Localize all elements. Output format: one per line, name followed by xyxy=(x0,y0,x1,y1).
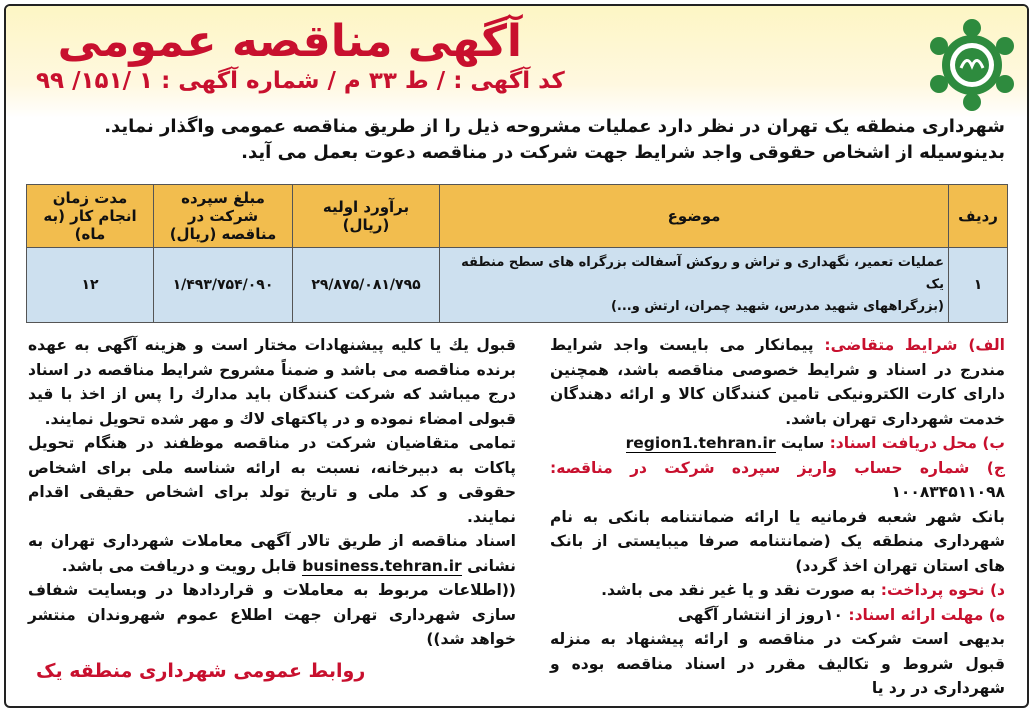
section-c-label: ج) شماره حساب واریز سپرده شرکت در مناقصه: xyxy=(550,458,1005,477)
public-relations-signature: روابط عمومی شهرداری منطقه یک xyxy=(36,660,366,682)
cell-row: ۱ xyxy=(949,248,1008,323)
cell-subject-line-1: عملیات تعمیر، نگهداری و تراش و روکش آسفالت بزرگراه های سطح منطقه یک xyxy=(461,255,944,292)
terms-paragraph-1: قبول یك یا کلیه پیشنهادات مختار است و هزینه آگهی به عهده برنده مناقصه می باشد و ضمناً مشروح شرایط مناقصه در اسناد درج میباشد که شرکت کنندگان باید مدارك را پس از اخذ با قید قبولی امضاء نموده و در پاکتهای لاك و مهر شده تحویل نمایند. xyxy=(28,336,516,428)
section-a-label: الف) شرایط متقاضی: xyxy=(824,336,1005,354)
tender-table xyxy=(26,184,1008,323)
section-d xyxy=(550,578,1005,603)
col-header-deposit: مبلغ سپرده شرکت در مناقصه (ریال) xyxy=(154,185,293,248)
section-e-label: ه) مهلت ارائه اسناد: xyxy=(848,605,1005,624)
terms-paragraph-2: تمامی متقاضیان شرکت در مناقصه موظفند در هنگام تحویل پاکات به دبیرخانه، نسبت به ارائه شناسه ملی برای اشخاص حقوقی و کد ملی و تاریخ تولد برای اشخاص حقیقی اقدام نمایند. xyxy=(28,434,516,526)
intro-line-2: بدینوسیله از اشخاص حقوقی واجد شرایط جهت شرکت در مناقصه دعوت بعمل می آید. xyxy=(241,142,1005,163)
notice-title: آگهی مناقصه عمومی xyxy=(57,16,522,67)
section-e xyxy=(550,603,1005,628)
section-c-text: بانک شهر شعبه فرمانیه یا ارائه ضمانتنامه بانکی به نام شهرداری منطقه یک (ضمانتنامه صرفا میبایستی از بانک های استان تهران اخذ گردد) xyxy=(550,507,1005,575)
section-e-text: ۱۰روز از انتشار آگهی xyxy=(677,605,849,624)
conditions-column xyxy=(550,333,1005,701)
tender-notice xyxy=(4,4,1029,708)
intro-line-1-rest: در نظر دارد عملیات مشروحه ذیل را از طریق مناقصه عمومی واگذار نماید. xyxy=(104,116,767,137)
section-a-text: پیمانکار می بایست واجد شرایط مندرج در اسناد و شرایط خصوصی مناقصه باشد، همچنین دارای کارت الکترونیکی تامین کنندگان کالا و ارائه دهندگان خدمت شهرداری تهران باشد. xyxy=(550,336,1005,428)
terms-paragraph-3a: اسناد مناقصه از طریق تالار آگهی معاملات شهرداری تهران به نشانی xyxy=(28,532,516,575)
cell-subject xyxy=(440,248,949,323)
intro-paragraph xyxy=(25,114,1005,166)
section-d-text: به صورت نقد و یا غیر نقد می باشد. xyxy=(601,581,881,599)
cell-duration: ۱۲ xyxy=(27,248,154,323)
header-band xyxy=(6,6,1027,118)
cell-estimate: ۲۹/۸۷۵/۰۸۱/۷۹۵ xyxy=(293,248,440,323)
cell-deposit: ۱/۴۹۳/۷۵۴/۰۹۰ xyxy=(154,248,293,323)
col-header-subject: موضوع xyxy=(440,185,949,248)
section-a xyxy=(550,333,1005,431)
section-b xyxy=(550,431,1005,456)
col-header-row: ردیف xyxy=(949,185,1008,248)
table-row xyxy=(27,248,1008,323)
tehran-municipality-logo xyxy=(927,16,1017,114)
organization-name: شهرداری منطقه یک تهران xyxy=(766,116,1005,137)
col-header-duration: مدت زمان انجام کار (به ماه) xyxy=(27,185,154,248)
region-site-link[interactable]: region1.tehran.ir xyxy=(625,434,776,452)
business-site-link[interactable]: business.tehran.ir xyxy=(302,556,462,575)
section-b-text: سایت xyxy=(775,434,830,452)
terms-paragraph-3b: قابل رویت و دریافت می باشد. xyxy=(61,556,303,575)
section-e-more: بدیهی است شرکت در مناقصه و ارائه پیشنهاد به منزله قبول شروط و تکالیف مقرر در اسناد مناقصه بوده و شهرداری در رد یا xyxy=(550,630,1005,697)
cell-subject-line-2: (بزرگراههای شهید مدرس، شهید چمران، ارتش و...) xyxy=(610,299,944,314)
account-number: ۱۰۰۸۳۴۵۱۱۰۹۸ xyxy=(891,483,1005,501)
intro-line-1 xyxy=(25,114,1005,140)
section-b-label: ب) محل دریافت اسناد: xyxy=(829,434,1005,452)
notice-code-line: کد آگهی : / ط ۳۳ م / شماره آگهی : ۱ /۱۵۱/ ۹۹ xyxy=(36,68,565,94)
terms-paragraph-3 xyxy=(28,529,516,578)
terms-paragraph-4: ((اطلاعات مربوط به معاملات و قراردادها در وبسایت شفاف سازی شهرداری تهران جهت اطلاع عموم شهروندان منتشر خواهد شد)) xyxy=(28,581,516,648)
terms-column xyxy=(28,333,516,652)
section-c xyxy=(550,456,1005,505)
col-header-estimate: برآورد اولیه (ریال) xyxy=(293,185,440,248)
section-d-label: د) نحوه پرداخت: xyxy=(880,581,1005,599)
